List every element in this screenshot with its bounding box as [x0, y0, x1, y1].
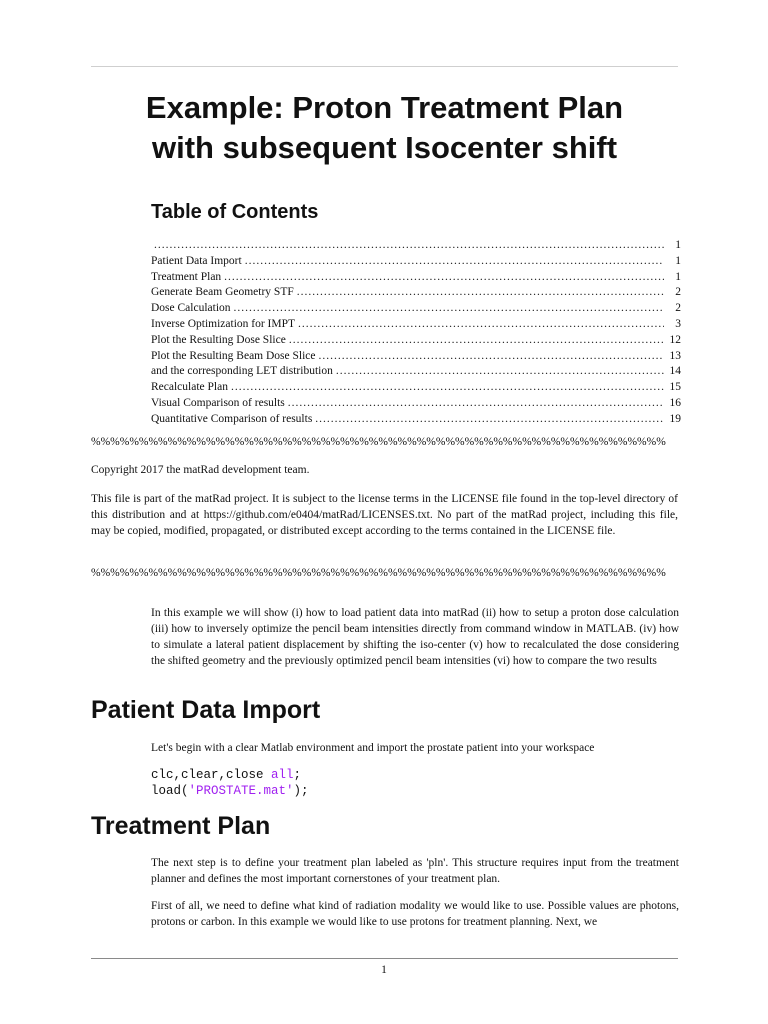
toc-entry-label: Generate Beam Geometry STF	[151, 286, 294, 299]
toc-entry-label: Patient Data Import	[151, 254, 242, 267]
toc-entry-label: Plot the Resulting Dose Slice	[151, 333, 286, 346]
toc-leader	[245, 254, 664, 270]
copyright-text: Copyright 2017 the matRad development team.	[91, 464, 310, 476]
code-text: load(	[151, 784, 189, 798]
toc-entry-page: 2	[675, 302, 681, 315]
code-text: );	[293, 784, 309, 798]
toc-entry[interactable]	[151, 396, 681, 412]
toc-entry-label: Plot the Resulting Beam Dose Slice	[151, 349, 316, 362]
toc-entry-label: Quantitative Comparison of results	[151, 412, 313, 425]
toc-leader	[224, 270, 664, 286]
toc-entry-label: Visual Comparison of results	[151, 396, 285, 409]
separator-line: %%%%%%%%%%%%%%%%%%%%%%%%%%%%%%%%%%%%%%%%%%%%%%%%%%%%%%%%%%%%	[91, 436, 666, 448]
toc-entry[interactable]	[151, 301, 681, 317]
toc-entry-page: 19	[669, 412, 681, 425]
toc-entry-page: 12	[669, 333, 681, 346]
toc-entry-page: 13	[669, 349, 681, 362]
section-heading-treatment-plan: Treatment Plan	[91, 812, 271, 840]
toc-leader	[289, 333, 664, 349]
toc-entry[interactable]	[151, 333, 681, 349]
patient-import-text: Let's begin with a clear Matlab environment and import the prostate patient into your workspace	[151, 742, 595, 754]
page-number: 1	[381, 964, 387, 976]
toc-entry-page: 16	[669, 396, 681, 409]
toc-leader	[297, 285, 664, 301]
toc-entry-page: 1	[675, 254, 681, 267]
toc-entry[interactable]	[151, 349, 681, 365]
document-title	[91, 88, 678, 168]
toc-entry-page: 15	[669, 381, 681, 394]
toc-entry[interactable]	[151, 285, 681, 301]
footer-rule	[91, 958, 678, 959]
toc-entry-page: 14	[669, 365, 681, 378]
toc-entry-page: 1	[675, 239, 681, 251]
toc-leader	[154, 238, 664, 254]
toc-entry[interactable]	[151, 364, 681, 380]
toc-entry-label: Recalculate Plan	[151, 381, 228, 394]
toc-entry-label: Treatment Plan	[151, 270, 222, 283]
toc-entry[interactable]	[151, 238, 681, 254]
toc-leader	[234, 301, 664, 317]
code-text: ;	[293, 768, 302, 782]
toc-leader	[319, 349, 665, 365]
title-line-2: with subsequent Isocenter shift	[151, 130, 618, 165]
toc-entry[interactable]	[151, 254, 681, 270]
toc-entry-label: Dose Calculation	[151, 302, 231, 315]
code-block	[151, 767, 309, 799]
toc-leader	[315, 412, 664, 428]
top-rule	[91, 66, 678, 67]
code-text: clc,clear,close	[151, 768, 272, 782]
table-of-contents	[151, 238, 681, 428]
section-heading-patient-data-import: Patient Data Import	[91, 696, 321, 724]
toc-leader	[336, 364, 664, 380]
toc-entry-page: 1	[675, 270, 681, 283]
toc-leader	[288, 396, 664, 412]
toc-leader	[231, 380, 664, 396]
toc-entry[interactable]	[151, 380, 681, 396]
code-keyword: all	[271, 768, 294, 782]
treatment-plan-text-1: The next step is to define your treatment plan labeled as 'pln'. This structure requires input from the treatment planner and defines the most important cornerstones of your treatment plan.	[151, 857, 679, 885]
toc-entry[interactable]	[151, 270, 681, 286]
toc-entry-page: 3	[675, 317, 681, 330]
toc-heading: Table of Contents	[151, 201, 319, 223]
toc-entry[interactable]	[151, 412, 681, 428]
intro-paragraph: In this example we will show (i) how to load patient data into matRad (ii) how to setup a proton dose calculation (iii) how to inversely optimize the pencil beam intensities directly from command window in MATLAB. (iv) how to simulate a lateral patient displacement by shifting the iso-center (v) how to recalculated the dose considering the shifted geometry and the previously optimized pencil beam intensities (vi) how to compare the two results	[151, 607, 679, 667]
toc-entry[interactable]	[151, 317, 681, 333]
code-string: 'PROSTATE.mat'	[188, 784, 294, 798]
toc-entry-label: Inverse Optimization for IMPT	[151, 317, 296, 330]
toc-entry-label: and the corresponding LET distribution	[151, 365, 333, 378]
treatment-plan-text-2: First of all, we need to define what kind of radiation modality we would like to use. Possible values are photons, protons or carbon. In this example we would like to use protons for treatment planning. Next, we	[151, 900, 679, 928]
toc-leader	[298, 317, 664, 333]
license-text: This file is part of the matRad project. It is subject to the license terms in the LICENSE file found in the top-level directory of this distribution and at https://github.com/e0404/matRad/LICENSES.txt. No part of the matRad project, including this file, may be copied, modified, propagated, or distributed except according to the terms contained in the LICENSE file.	[91, 493, 678, 537]
separator-line: %%%%%%%%%%%%%%%%%%%%%%%%%%%%%%%%%%%%%%%%%%%%%%%%%%%%%%%%%%%%	[91, 567, 666, 579]
toc-entry-page: 2	[675, 286, 681, 299]
title-line-1: Example: Proton Treatment Plan	[145, 90, 624, 125]
